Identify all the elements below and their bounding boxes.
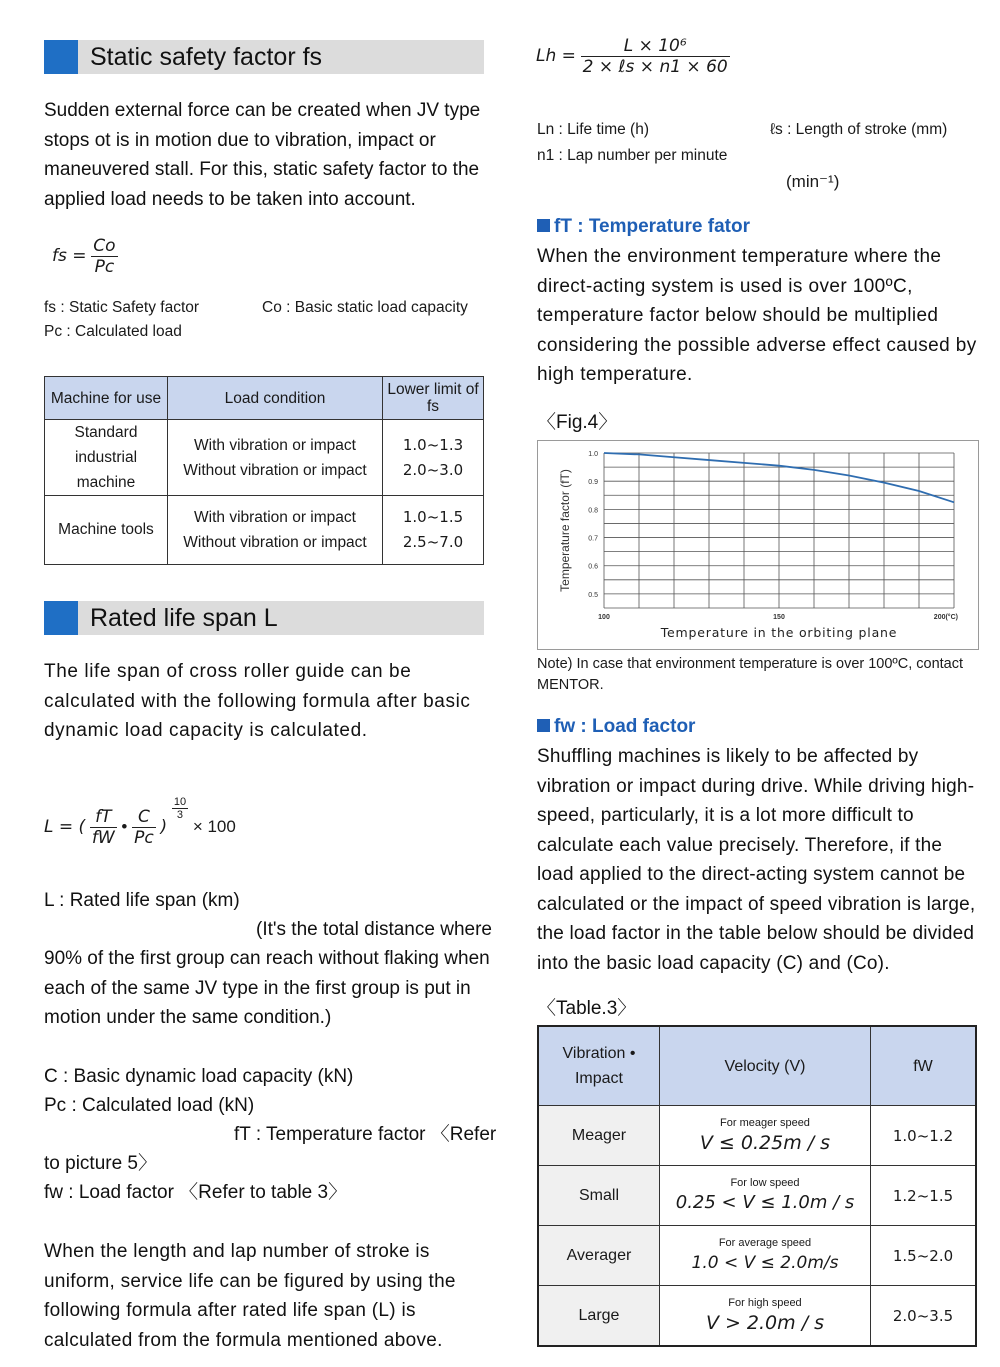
lh-denominator: 2 × ℓs × n1 × 60 (582, 57, 728, 77)
y-tick-label: 0.5 (588, 591, 598, 599)
fw-denominator: fW (91, 828, 115, 849)
def-Pc: Pc : Calculated load (kN) (44, 1095, 255, 1116)
table3-condition: Averager (538, 1226, 660, 1286)
load-factor-table (537, 1025, 977, 1347)
def-L-note1: (It's the total distance where (256, 919, 492, 940)
def-ls: ℓs : Length of stroke (mm) (770, 121, 948, 138)
y-tick-label: 1.0 (588, 451, 598, 458)
def-n1: n1 : Lap number per minute (537, 147, 728, 164)
table1-conditions (168, 420, 383, 496)
lh-lhs: Lh = (536, 45, 576, 66)
table1-limit: 1.0~1.3 (402, 435, 464, 454)
table1-machine: Machine tools (45, 496, 168, 565)
table3-fw: 1.0~1.2 (871, 1106, 977, 1166)
table3-speed: V ≤ 0.25m / s (699, 1131, 831, 1154)
table-row (538, 1226, 976, 1286)
table1-condition: Without vibration or impact (183, 534, 367, 551)
table1-header-limit: Lower limit of fs (383, 377, 484, 420)
def-L-note2: 90% of the first group can reach without flaking when each of the same JV type in the first group is put in motion under the same condition.) (44, 948, 490, 1028)
temperature-factor-heading (537, 216, 750, 238)
def-fT-line1: fT : Temperature factor 〈Refer (234, 1124, 497, 1145)
table-row (538, 1166, 976, 1226)
table1-header-load: Load condition (168, 377, 383, 420)
table3-header-velocity: Velocity (V) (660, 1026, 871, 1106)
y-axis-label: Temperature factor (fT) (558, 469, 572, 592)
x-tick-label: 150 (773, 614, 785, 621)
formula-multiplier: × 100 (192, 817, 236, 836)
def-L: L : Rated life span (km) (44, 890, 240, 911)
life-formula (44, 796, 236, 848)
lh-fraction (581, 36, 730, 77)
def-unit: (min⁻¹) (786, 172, 840, 191)
ft-numerator: fT (90, 807, 117, 828)
temperature-chart-svg (538, 441, 978, 649)
fs-denominator: Pc (94, 257, 115, 277)
table1-limit: 2.5~7.0 (402, 533, 464, 551)
c-pc-fraction (132, 807, 156, 848)
table3-header-vibration: Vibration • Impact (538, 1026, 660, 1106)
table1-condition: With vibration or impact (194, 436, 356, 454)
safety-factor-table (44, 376, 484, 565)
ft-fw-fraction (90, 807, 117, 848)
fs-numerator: Co (93, 236, 116, 256)
table3-condition: Meager (538, 1106, 660, 1166)
y-tick-label: 0.9 (588, 479, 598, 487)
lh-formula (536, 36, 730, 77)
section-marker (44, 40, 78, 74)
heading-marker (537, 219, 550, 232)
y-tick-label: 0.6 (588, 563, 598, 571)
load-factor-paragraph: Shuffling machines is likely to be affected by vibration or impact during drive. While driving high-speed, particularly, it is a lot more difficult to calculate each value precisely. Therefore, if the load applied to the direct-acting system cannot be calculated or the impact of speed vibration is large, the load factor in the table below should be divided into the basic load capacity (C) and (Co). (537, 746, 976, 974)
legend-pc: Pc : Calculated load (44, 323, 182, 340)
def-fT-line2: to picture 5〉 (44, 1153, 157, 1174)
table3-condition: Large (538, 1286, 660, 1347)
table-row (538, 1286, 976, 1347)
table3-fw: 1.5~2.0 (871, 1226, 977, 1286)
y-tick-label: 0.7 (588, 535, 598, 543)
life-formula-L: L = ( (44, 817, 86, 837)
def-ln: Ln : Life time (h) (537, 121, 649, 138)
lh-numerator: L × 10⁶ (581, 36, 730, 57)
table-row (538, 1106, 976, 1166)
table1-condition: With vibration or impact (194, 509, 356, 526)
fig4-label: 〈Fig.4〉 (537, 412, 618, 433)
temperature-note: Note) In case that environment temperature is over 100ºC, contact MENTOR. (537, 656, 964, 693)
exponent-numerator: 10 (173, 796, 187, 808)
table1-limit: 2.0~3.0 (402, 460, 464, 479)
table3-label: 〈Table.3〉 (537, 998, 637, 1019)
table1-header-machine: Machine for use (45, 377, 168, 420)
def-fW: fw : Load factor 〈Refer to table 3〉 (44, 1182, 348, 1203)
def-C: C : Basic dynamic load capacity (kN) (44, 1066, 354, 1087)
table3-speed: 0.25 < V ≤ 1.0m / s (675, 1191, 855, 1213)
y-tick-label: 0.8 (588, 507, 598, 515)
static-safety-paragraph: Sudden external force can be created when JV type stops ot is in motion due to vibration, impact or maneuvered stall. For this, static safety factor to the applied load needs to be taken into account. (44, 100, 481, 210)
x-axis-label: Temperature in the orbiting plane (660, 625, 898, 640)
table1-limits (383, 420, 484, 496)
section-marker (44, 601, 78, 635)
table3-speed-label: For low speed (730, 1176, 800, 1189)
x-tick-label: 100 (598, 614, 610, 621)
temperature-paragraph: When the environment temperature where the direct-acting system is used is over 100ºC, temperature factor below should be multiplied considering the possible adverse effect caused by high temperature. (537, 246, 977, 385)
table3-velocity (660, 1106, 871, 1166)
table-row (45, 496, 484, 565)
rated-life-header (44, 601, 484, 635)
legend-fs: fs : Static Safety factor (44, 299, 200, 316)
table-row (45, 420, 484, 496)
static-safety-header (44, 40, 484, 74)
exponent-fraction (172, 796, 188, 821)
load-factor-title: fw : Load factor (554, 716, 696, 737)
table3-speed-label: For high speed (728, 1296, 802, 1309)
table3-condition: Small (538, 1166, 660, 1226)
table3-speed-label: For meager speed (720, 1116, 810, 1129)
table3-speed: 1.0 < V ≤ 2.0m/s (691, 1252, 839, 1273)
close-paren: ) (160, 817, 168, 837)
table3-velocity (660, 1166, 871, 1226)
table1-conditions (168, 496, 383, 565)
temperature-factor-title: fT : Temperature fator (554, 216, 751, 237)
static-safety-title: Static safety factor fs (90, 43, 323, 71)
table1-condition: Without vibration or impact (183, 461, 367, 479)
table1-machine: Standard industrial machine (45, 420, 168, 496)
x-tick-label: 200(°C) (933, 614, 958, 621)
table3-speed: V > 2.0m / s (705, 1311, 825, 1334)
temperature-chart (537, 440, 979, 650)
table3-velocity (660, 1286, 871, 1347)
table1-limits (383, 496, 484, 565)
fs-formula-lhs: fs = (52, 245, 87, 266)
heading-marker (537, 719, 550, 732)
c-numerator: C (132, 807, 156, 828)
service-life-paragraph: When the length and lap number of stroke is uniform, service life can be figured by using the following formula after rated life span (L) is calculated from the formula mentioned above. (44, 1241, 456, 1351)
table3-header-fw: fW (871, 1026, 977, 1106)
table3-speed-label: For average speed (718, 1236, 812, 1249)
exponent-denominator: 3 (176, 809, 184, 821)
pc-denominator: Pc (134, 828, 154, 849)
fs-fraction (91, 236, 117, 277)
fs-formula (52, 236, 118, 277)
load-factor-heading (537, 716, 695, 738)
table3-velocity (660, 1226, 871, 1286)
dot-operator: • (121, 817, 128, 836)
rated-life-title: Rated life span L (90, 604, 278, 632)
rated-life-paragraph: The life span of cross roller guide can be calculated with the following formula after basic dynamic load capacity is calculated. (44, 661, 471, 741)
table3-fw: 1.2~1.5 (871, 1166, 977, 1226)
table3-fw: 2.0~3.5 (871, 1286, 977, 1347)
table1-limit: 1.0~1.5 (402, 508, 464, 526)
legend-co: Co : Basic static load capacity (262, 299, 468, 316)
